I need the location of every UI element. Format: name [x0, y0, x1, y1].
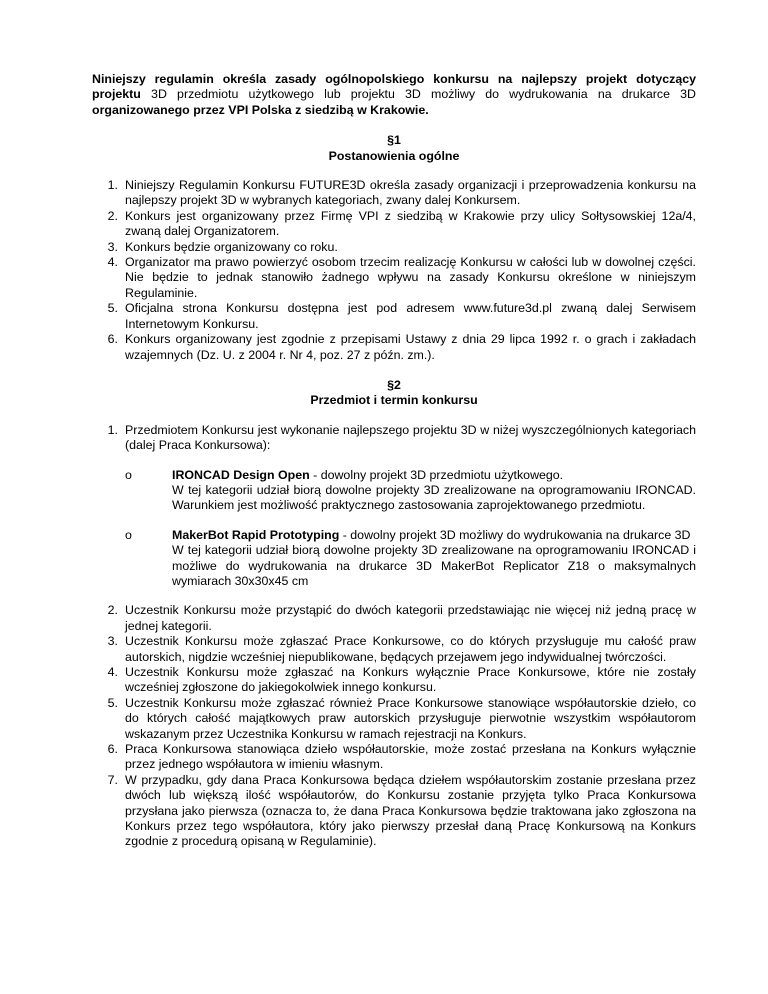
item-number: 1. — [107, 178, 118, 193]
category-details: W tej kategorii udział biorą dowolne projekty 3D zrealizowane na oprogramowaniu IRONCAD. Warunkiem jest możliwość praktycznego zastosowania zaprojektowanego przedmiotu. — [172, 482, 696, 513]
item-text: Przedmiotem Konkursu jest wykonanie najlepszego projektu 3D w niżej wyszczególnionych kategoriach (dalej Praca Konkursowa): — [125, 422, 696, 453]
category-summary: - dowolny projekt 3D przedmiotu użytkowego. — [309, 467, 564, 482]
item-number: 4. — [107, 255, 118, 270]
item-number: 6. — [107, 332, 118, 347]
item-text: Organizator ma prawo powierzyć osobom trzecim realizację Konkursu w całości lub w dowolnej części. Nie będzie to jednak stanowiło żadnego wpływu na zasady Konkursu określone w niniejszym Regulaminie. — [125, 255, 696, 300]
item-number: 6. — [107, 742, 118, 757]
category-summary: - dowolny projekt 3D możliwy do wydrukowania na drukarce 3D — [339, 527, 691, 542]
section2-heading — [92, 378, 696, 409]
section2-item — [92, 634, 696, 665]
section1-item — [92, 255, 696, 301]
section2-number: §2 — [387, 377, 401, 392]
section1-item — [92, 209, 696, 240]
item-number: 2. — [107, 208, 118, 223]
section1-item — [92, 301, 696, 332]
category-name: IRONCAD Design Open — [172, 467, 310, 482]
item-text: Uczestnik Konkursu może przystąpić do dwóch kategorii przedstawiając nie więcej niż jedną pracę w jednej kategorii. — [125, 603, 696, 633]
section2-item — [92, 773, 696, 850]
section2-title: Przedmiot i termin konkursu — [310, 393, 478, 408]
bullet-marker: o — [125, 467, 132, 482]
section2-item — [92, 665, 696, 696]
section2-item — [92, 742, 696, 773]
section1-list — [92, 178, 696, 363]
intro-normal-part: 3D przedmiotu użytkowego lub projektu 3D możliwy do wydrukowania na drukarce 3D — [140, 87, 696, 102]
section1-heading — [92, 133, 696, 164]
category-details: W tej kategorii udział biorą dowolne projekty 3D zrealizowane na oprogramowaniu IRONCAD i możliwe do wydrukowania na drukarce 3D MakerBot Replicator Z18 o maksymalnych wymiarach 30x30x45 cm — [172, 543, 696, 588]
item-text: Uczestnik Konkursu może zgłaszać Prace Konkursowe, co do których przysługuje mu całość praw autorskich, nigdzie wcześniej niepublikowane, będących przejawem jego indywidualnej twórczości. — [125, 634, 696, 664]
item-text: Niniejszy Regulamin Konkursu FUTURE3D określa zasady organizacji i przeprowadzenia konkursu na najlepszy projekt 3D w wybranych kategoriach, zwany dalej Konkursem. — [125, 178, 696, 208]
section1-item — [92, 332, 696, 363]
section1-item — [92, 178, 696, 209]
item-text: Uczestnik Konkursu może zgłaszać na Konkurs wyłącznie Prace Konkursowe, które nie zostały wcześniej zgłoszone do jakiegokolwiek innego konkursu. — [125, 665, 696, 695]
item-number: 2. — [107, 603, 118, 618]
item-number: 3. — [107, 239, 118, 254]
item-number: 4. — [107, 665, 118, 679]
category-item — [125, 468, 696, 514]
item-number: 5. — [107, 695, 118, 710]
item-number: 3. — [107, 634, 118, 649]
item-text: Konkurs będzie organizowany co roku. — [125, 239, 338, 254]
section2-item — [92, 696, 696, 742]
section2-item — [92, 603, 696, 634]
item-text: W przypadku, gdy dana Praca Konkursowa będąca dziełem współautorskim zostanie przesłana przez dwóch lub większą ilość współautorów, do Konkursu zostanie przyjęta tylko Praca Konkursowa przysłana jako pierwsza (oznacza to, że dana Praca Konkursowa będzie traktowana jako zgłoszona na Konkurs przez tego współautora, który jako pierwszy przesłał daną Pracę Konkursową na Konkurs zgodnie z procedurą opisaną w Regulaminie). — [125, 772, 696, 849]
category-name: MakerBot Rapid Prototyping — [172, 527, 340, 542]
bullet-marker: o — [125, 527, 132, 542]
section1-number: §1 — [387, 133, 401, 148]
section2-list — [92, 423, 696, 850]
category-list — [125, 468, 696, 590]
category-item — [125, 528, 696, 590]
intro-bold-part1: Niniejszy regulamin określa zasady ogólnopolskiego konkursu na najlepszy projekt dotyczący projektu — [92, 72, 696, 102]
section1-title: Postanowienia ogólne — [328, 148, 460, 163]
intro-paragraph — [92, 72, 696, 118]
item-number: 1. — [107, 422, 118, 437]
document-page — [92, 72, 696, 865]
item-text: Praca Konkursowa stanowiąca dzieło współautorskie, może zostać przesłana na Konkurs wyłącznie przez jednego współautora w imieniu własnym. — [125, 742, 696, 772]
item-text: Konkurs organizowany jest zgodnie z przepisami Ustawy z dnia 29 lipca 1992 r. o grach i zakładach wzajemnych (Dz. U. z 2004 r. Nr 4, poz. 27 z późn. zm.). — [125, 332, 696, 362]
item-number: 7. — [107, 772, 118, 787]
item-text: Konkurs jest organizowany przez Firmę VPI z siedzibą w Krakowie przy ulicy Sołtysowskiej 12a/4, zwaną dalej Organizatorem. — [125, 208, 696, 239]
item-text: Oficjalna strona Konkursu dostępna jest pod adresem www.future3d.pl zwaną dalej Serwisem Internetowym Konkursu. — [125, 301, 696, 331]
item-text: Uczestnik Konkursu może zgłaszać również Prace Konkursowe stanowiące współautorskie dzieło, co do których całość majątkowych praw autorskich przysługuje pierwotnie wszystkim współautorom wskazanym przez Uczestnika Konkursu w ramach rejestracji na Konkurs. — [125, 695, 696, 741]
section2-item — [92, 423, 696, 590]
section1-item — [92, 240, 696, 255]
intro-bold-part2: organizowanego przez VPI Polska z siedzibą w Krakowie. — [92, 102, 429, 117]
item-number: 5. — [107, 301, 118, 316]
